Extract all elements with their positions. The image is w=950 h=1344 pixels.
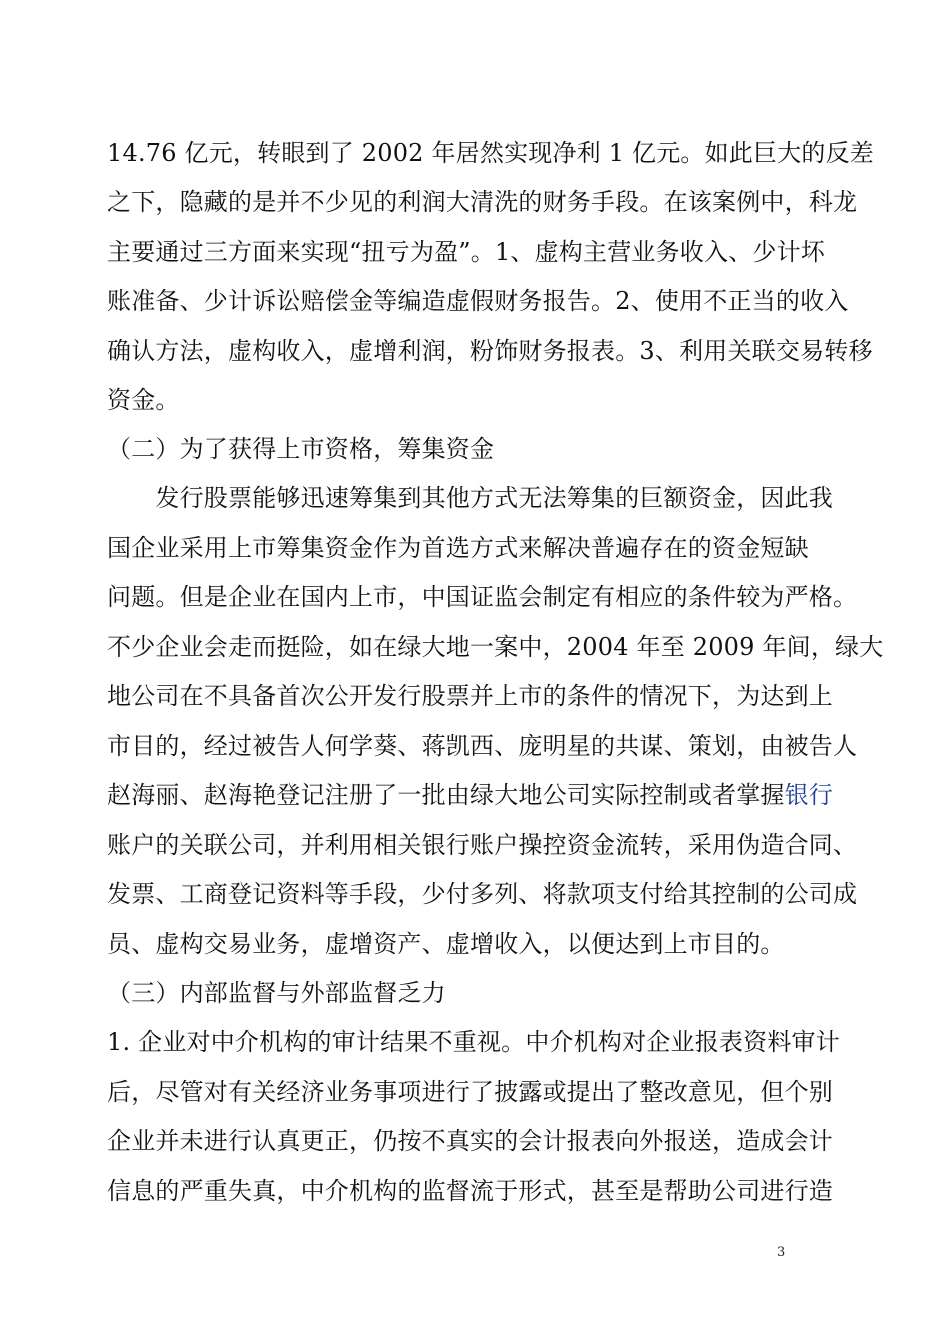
paragraph-line-3: 主要通过三方面来实现“扭亏为盈”。1、虚构主营业务收入、少计坏: [107, 238, 826, 266]
bank-link[interactable]: 银行: [784, 781, 834, 809]
paragraph-line-12: 市目的，经过被告人何学葵、蒋凯西、庞明星的共谋、策划，由被告人: [107, 732, 858, 760]
paragraph-line-9: 问题。但是企业在国内上市，中国证监会制定有相应的条件较为严格。: [107, 583, 858, 611]
paragraph-line-14: 账户的关联公司，并利用相关银行账户操控资金流转，采用伪造合同、: [107, 831, 858, 859]
paragraph-line-13-text: 赵海丽、赵海艳登记注册了一批由绿大地公司实际控制或者掌握: [107, 781, 785, 809]
paragraph-line-20: 信息的严重失真，中介机构的监督流于形式，甚至是帮助公司进行造: [107, 1177, 833, 1205]
section-heading-3: （三）内部监督与外部监督乏力: [107, 979, 446, 1007]
paragraph-line-11: 地公司在不具备首次公开发行股票并上市的条件的情况下，为达到上: [107, 682, 833, 710]
paragraph-line-19: 企业并未进行认真更正，仍按不真实的会计报表向外报送，造成会计: [107, 1127, 833, 1155]
section-heading-2: （二）为了获得上市资格，筹集资金: [107, 435, 495, 463]
page-number: 3: [777, 1245, 786, 1260]
paragraph-line-7: 发行股票能够迅速筹集到其他方式无法筹集的巨额资金，因此我: [107, 484, 833, 512]
paragraph-line-8: 国企业采用上市筹集资金作为首选方式来解决普遍存在的资金短缺: [107, 534, 809, 562]
paragraph-line-2: 之下，隐藏的是并不少见的利润大清洗的财务手段。在该案例中，科龙: [107, 188, 858, 216]
paragraph-line-5: 确认方法，虚构收入，虚增利润，粉饰财务报表。3、利用关联交易转移: [107, 337, 873, 365]
paragraph-line-17: 1. 企业对中介机构的审计结果不重视。中介机构对企业报表资料审计: [107, 1028, 840, 1056]
paragraph-line-18: 后，尽管对有关经济业务事项进行了披露或提出了整改意见，但个别: [107, 1078, 833, 1106]
paragraph-line-15: 发票、工商登记资料等手段，少付多列、将款项支付给其控制的公司成: [107, 880, 858, 908]
paragraph-line-1: 14.76 亿元，转眼到了 2002 年居然实现净利 1 亿元。如此巨大的反差: [107, 139, 874, 167]
paragraph-line-10: 不少企业会走而挺险，如在绿大地一案中，2004 年至 2009 年间，绿大: [107, 633, 884, 661]
paragraph-line-16: 员、虚构交易业务，虚增资产、虚增收入，以便达到上市目的。: [107, 930, 785, 958]
paragraph-line-4: 账准备、少计诉讼赔偿金等编造虚假财务报告。2、使用不正当的收入: [107, 287, 849, 315]
paragraph-line-6: 资金。: [107, 386, 180, 414]
paragraph-line-13: [107, 779, 867, 811]
